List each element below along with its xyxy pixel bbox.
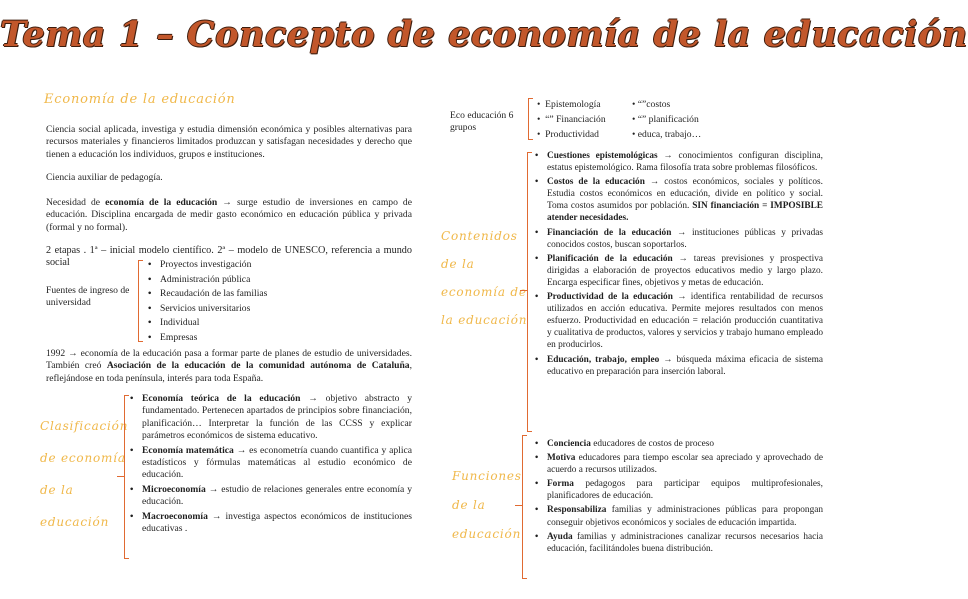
list-item bbox=[130, 511, 412, 536]
funciones-heading-line: de la bbox=[452, 498, 486, 512]
contenidos-heading-line: la educación bbox=[441, 313, 528, 327]
item-bold: Macroeconomía bbox=[142, 510, 208, 522]
eco-groups-table bbox=[537, 97, 701, 142]
item-text: pedagogos para participar equipos multiprofesionales, planificadores de educación. bbox=[547, 479, 823, 502]
list-item: • Administración pública bbox=[148, 273, 328, 288]
paragraph-etapas: 2 etapas . 1ª – inicial modelo científico. 2ª – modelo de UNESCO, referencia a mundo social bbox=[46, 245, 412, 269]
eco-cell: • “” Financiación bbox=[537, 114, 606, 125]
item-bold: Planificación de la educación bbox=[547, 253, 673, 264]
funciones-brace bbox=[522, 435, 527, 579]
item-text: familias y administraciones públicas para propongan conseguir objetivos económicos y sociales de educación impartida. bbox=[547, 505, 823, 528]
fuentes-list bbox=[148, 258, 328, 346]
fuentes-label: Fuentes de ingreso de universidad bbox=[46, 285, 130, 309]
item-bold: Conciencia bbox=[547, 439, 591, 449]
item-bold: Financiación de la educación bbox=[547, 227, 672, 238]
clasificacion-heading bbox=[40, 410, 128, 538]
item-text: educadores para tiempo escolar sea apreciado y aprovechado de acuerdo a recursos utilizados. bbox=[547, 453, 823, 476]
eco-cell: • “” planificación bbox=[632, 114, 699, 125]
paragraph-auxiliar: Ciencia auxiliar de pedagogía. bbox=[46, 172, 163, 183]
contenidos-heading-line: economía de bbox=[441, 285, 527, 299]
list-item: • Servicios universitarios bbox=[148, 302, 328, 317]
item-extra-bold: SIN financiación = IMPOSIBLE atender necesidades. bbox=[547, 201, 823, 224]
clasificacion-heading-line: de economía bbox=[40, 451, 126, 465]
p1992-rest: , reflejándose en toda península, interés para toda España. bbox=[46, 360, 412, 384]
item-bold: Responsabiliza bbox=[547, 505, 607, 516]
clasificacion-heading-line: Clasificación bbox=[40, 419, 129, 433]
contenidos-heading bbox=[441, 222, 527, 334]
list-item: • Empresas bbox=[148, 331, 328, 346]
clasificacion-brace bbox=[124, 395, 129, 559]
eco-groups-label: Eco educación 6 grupos bbox=[450, 110, 514, 134]
item-bold: Forma bbox=[547, 479, 574, 490]
item-bold: Productividad de la educación bbox=[547, 292, 673, 303]
eco-row bbox=[537, 97, 701, 112]
item-text: → tareas previsiones y prospectiva dirigidas a elaboración de proyectos educativos medio y largo plazo. Encarga especificar fines, objetivos y metas de educación. bbox=[547, 253, 823, 288]
funciones-heading-line: Funciones bbox=[452, 469, 522, 483]
item-text: educadores de costos de proceso bbox=[590, 439, 715, 449]
item-text: → búsqueda máxima eficacia de sistema educativo en preparación para inserción laboral. bbox=[547, 354, 823, 377]
funciones-heading bbox=[452, 462, 522, 549]
funciones-list bbox=[535, 438, 823, 555]
list-item: • Recaudación de las familias bbox=[148, 287, 328, 302]
p1992-prefix: 1992 → economía de la educación pasa a formar parte de planes de estudio de universidades. También creó bbox=[46, 348, 412, 372]
list-item bbox=[535, 531, 823, 555]
eco-cell: • educa, trabajo… bbox=[632, 129, 702, 140]
fuentes-brace bbox=[138, 260, 143, 342]
eco-groups-brace bbox=[528, 98, 533, 140]
page-title: Tema 1 – Concepto de economía de la educación bbox=[0, 14, 968, 55]
clasificacion-heading-line: educación bbox=[40, 515, 110, 529]
necesidad-bold: economía de la educación bbox=[105, 197, 218, 208]
eco-cell: • Epistemología bbox=[537, 99, 601, 110]
list-item bbox=[535, 253, 823, 289]
list-item bbox=[535, 291, 823, 351]
list-item: • Proyectos investigación bbox=[148, 258, 328, 273]
contenidos-list bbox=[535, 150, 823, 378]
item-text: → estudio de relaciones generales entre economía y educación. bbox=[142, 483, 412, 508]
item-bold: Costos de la educación bbox=[547, 177, 645, 188]
item-bold: Ayuda bbox=[547, 531, 573, 542]
item-bold: Educación, trabajo, empleo bbox=[547, 354, 660, 365]
contenidos-brace bbox=[527, 152, 532, 432]
list-item bbox=[535, 176, 823, 224]
item-text: familias y administraciones canalizar recursos necesarios hacia educación, facilitándoles buena distribución. bbox=[547, 531, 823, 554]
list-item bbox=[130, 393, 412, 443]
eco-row bbox=[537, 112, 701, 127]
item-bold: Motiva bbox=[547, 453, 576, 464]
item-text: → investiga aspectos económicos de instituciones educativas . bbox=[142, 510, 412, 535]
clasificacion-brace-tip bbox=[117, 476, 124, 477]
item-bold: Cuestiones epistemológicas bbox=[547, 151, 658, 161]
list-item bbox=[535, 504, 823, 528]
p1992-bold: Asociación de la educación de la comunidad autónoma de Cataluña bbox=[106, 360, 410, 372]
eco-cell: • Productividad bbox=[537, 129, 599, 140]
funciones-brace-tip bbox=[515, 505, 522, 506]
list-item bbox=[130, 445, 412, 482]
necesidad-prefix: Necesidad de bbox=[46, 197, 106, 208]
paragraph-1992 bbox=[46, 348, 412, 385]
item-text: → instituciones públicas y privadas conocidos costos, buscan soportarlos. bbox=[547, 227, 823, 250]
item-bold: Microeconomía bbox=[142, 483, 206, 495]
list-item bbox=[535, 354, 823, 378]
contenidos-heading-line: Contenidos bbox=[441, 229, 518, 243]
item-text: → conocimientos configuran disciplina, estatus epistemológico. Rama filosofía trata sobre problemas filosóficos. bbox=[547, 151, 823, 174]
contenidos-brace-tip bbox=[520, 290, 527, 291]
item-bold: Economía teórica de la educación bbox=[142, 393, 301, 404]
clasificacion-list bbox=[130, 393, 412, 535]
list-item: • Individual bbox=[148, 316, 328, 331]
paragraph-definition: Ciencia social aplicada, investiga y estudia dimensión económica y posibles alternativas para recursos materiales y financieros limitados produzcan y satisfagan necesidades y derecho que tienen a educación los individuos, grupos e instituciones. bbox=[46, 124, 412, 160]
list-item bbox=[535, 452, 823, 476]
eco-cell: • “”costos bbox=[632, 99, 671, 110]
contenidos-heading-line: de la bbox=[441, 257, 475, 271]
list-item bbox=[535, 150, 823, 174]
item-text: → objetivo abstracto y fundamentado. Pertenecen apartados de principios sobre financiación, planificación… Interpretar la función de las CCSS y explicar parámetros económicos de sistema educativo. bbox=[142, 393, 412, 442]
list-item bbox=[130, 484, 412, 509]
list-item bbox=[535, 478, 823, 502]
list-item bbox=[535, 227, 823, 251]
item-text: → identifica rentabilidad de recursos utilizados en acción educativa. Permite mejores resultados con menos esfuerzo. Productividad en educación = relación producción cuantitativa y cualitativa de productos, valores y servicios y trabajo humano empleado en producirlos. bbox=[547, 292, 823, 351]
section-heading-economia: Economía de la educación bbox=[44, 92, 236, 107]
eco-row bbox=[537, 127, 701, 142]
item-text: → costos económicos, sociales y políticos. Estudia costos económicos en educación, divide en político y social. Toma costos asumidos por población. bbox=[547, 177, 823, 212]
necesidad-rest: → surge estudio de inversiones en campo de educación. Disciplina encargada de medir gasto económico en educación pública y privada (formal y no formal). bbox=[46, 197, 412, 233]
list-item bbox=[535, 438, 823, 450]
item-bold: Economía matemática bbox=[142, 444, 234, 456]
funciones-heading-line: educación bbox=[452, 527, 522, 541]
paragraph-necesidad bbox=[46, 197, 412, 234]
item-text: → es econometría cuando cuantifica y aplica estadísticos y fórmulas matemáticas al estudio económico de educación. bbox=[142, 444, 412, 481]
clasificacion-heading-line: de la bbox=[40, 483, 74, 497]
